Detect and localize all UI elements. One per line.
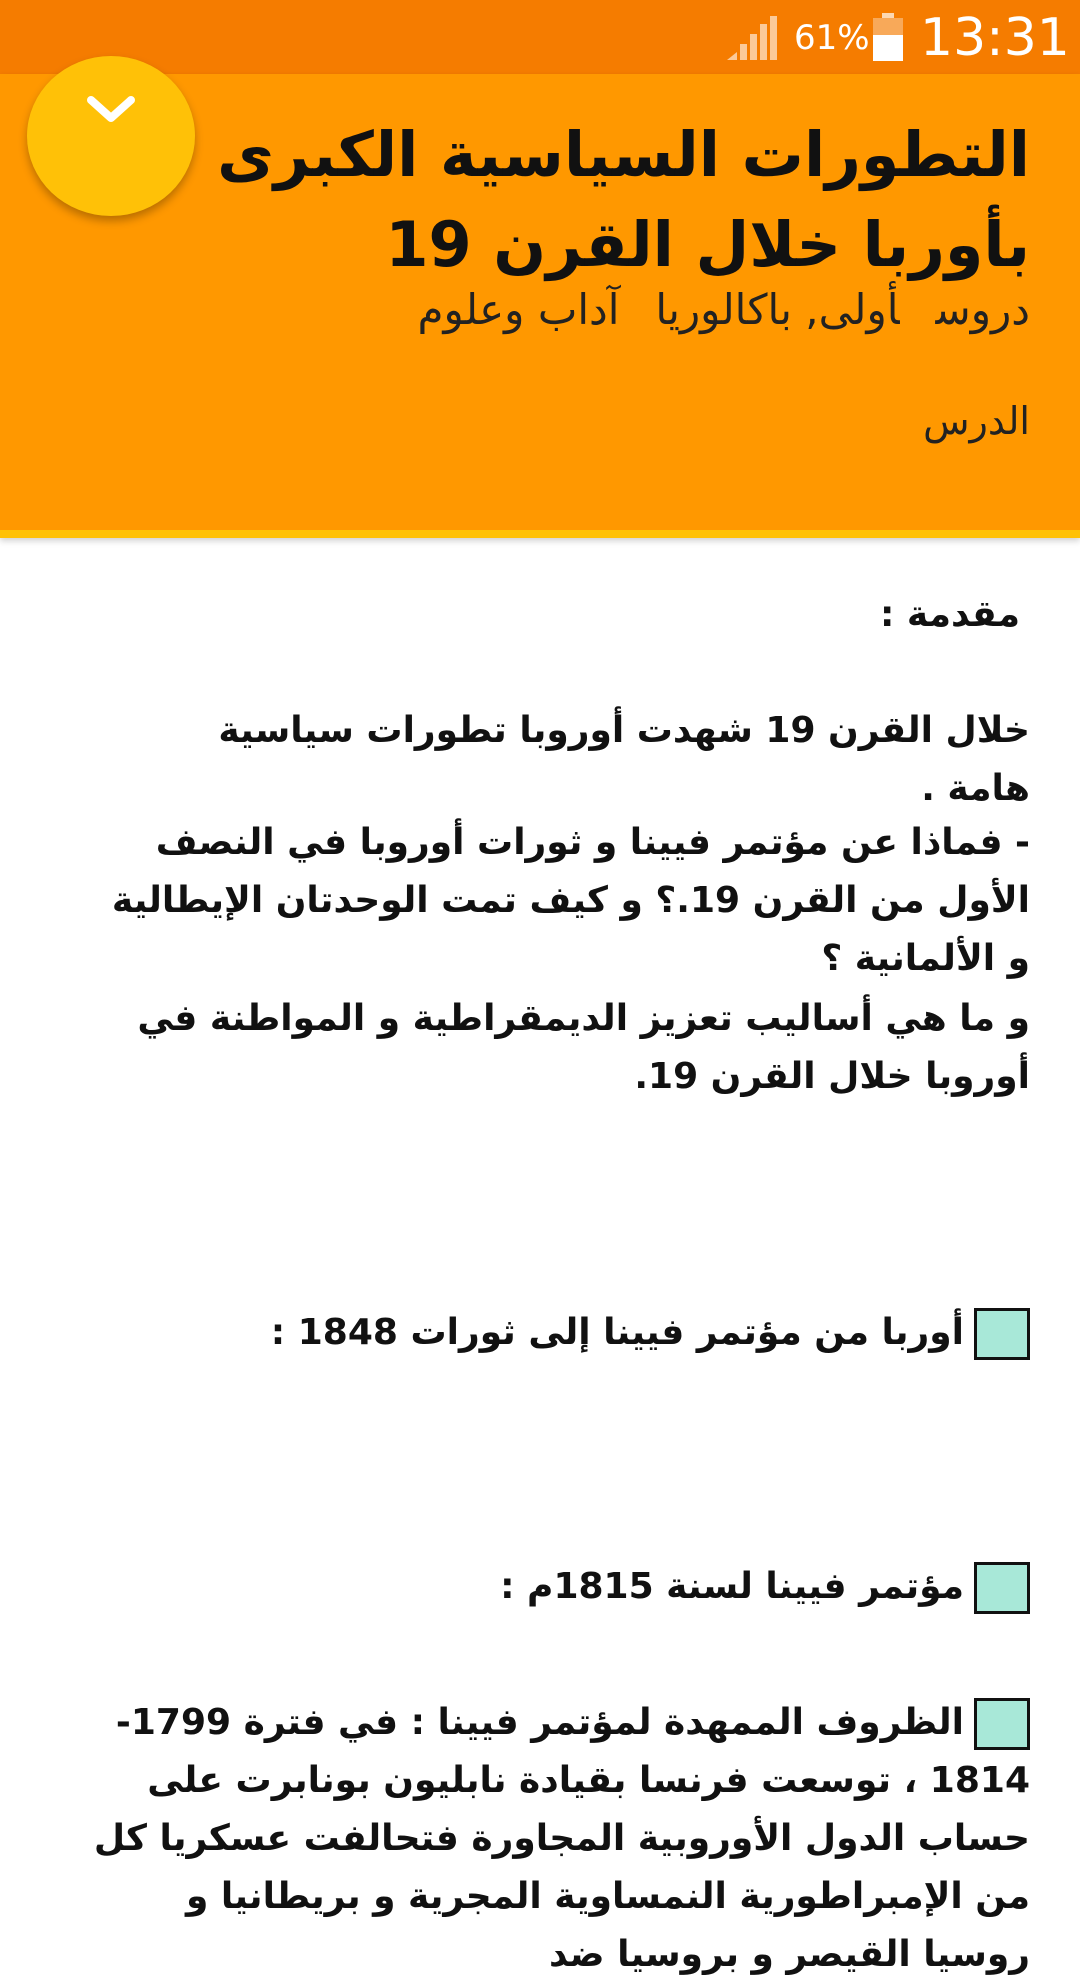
tag-lessons[interactable]: دروس <box>935 285 1030 334</box>
intro-heading: مقدمة : <box>879 594 1020 635</box>
body-paragraph-text: الظروف الممهدة لمؤتمر فيينا : في فترة 1799-1814 ، توسعت فرنسا بقيادة نابليون بونابرت على حساب الدول الأوروبية المجاورة فتحالفت عسكريا كل من الإمبراطورية النمساوية المجرية و بريطانيا و روسيا القيصر و بروسيا ضد <box>93 1702 1030 1975</box>
signal-icon <box>727 16 777 60</box>
section-label: الدرس <box>923 399 1030 443</box>
tag-first-bac[interactable]: أولى, باكالوريا <box>655 285 900 334</box>
section-bullet <box>974 1308 1030 1360</box>
section-heading-2-text: مؤتمر فيينا لسنة 1815م : <box>500 1566 964 1607</box>
status-bar <box>0 0 1080 74</box>
tag-list <box>418 280 1030 340</box>
intro-paragraph: خلال القرن 19 شهدت أوروبا تطورات سياسية هامة . <box>218 710 1030 809</box>
battery-icon <box>873 13 903 61</box>
page-title: التطورات السياسية الكبرى بأوربا خلال القرن 19 <box>217 118 1030 281</box>
battery-percent: 61% <box>794 18 870 58</box>
section-heading-1 <box>130 1304 1030 1362</box>
clock: 13:31 <box>920 8 1070 68</box>
question-paragraph-2: و ما هي أساليب تعزيز الديمقراطية و المواطنة في أوروبا خلال القرن 19. <box>137 998 1030 1097</box>
section-heading-2 <box>130 1558 1030 1616</box>
body-paragraph <box>90 1694 1030 1984</box>
section-bullet <box>974 1698 1030 1750</box>
section-heading-1-text: أوربا من مؤتمر فيينا إلى ثورات 1848 : <box>270 1312 964 1353</box>
section-bullet <box>974 1562 1030 1614</box>
tag-arts-sciences[interactable]: آداب وعلوم <box>417 285 620 334</box>
lesson-body <box>0 560 1080 1975</box>
lesson-header <box>0 74 1080 538</box>
question-paragraph: - فماذا عن مؤتمر فيينا و ثورات أوروبا في النصف الأول من القرن 19.؟ و كيف تمت الوحدتان الإيطالية و الألمانية ؟ <box>111 822 1030 979</box>
